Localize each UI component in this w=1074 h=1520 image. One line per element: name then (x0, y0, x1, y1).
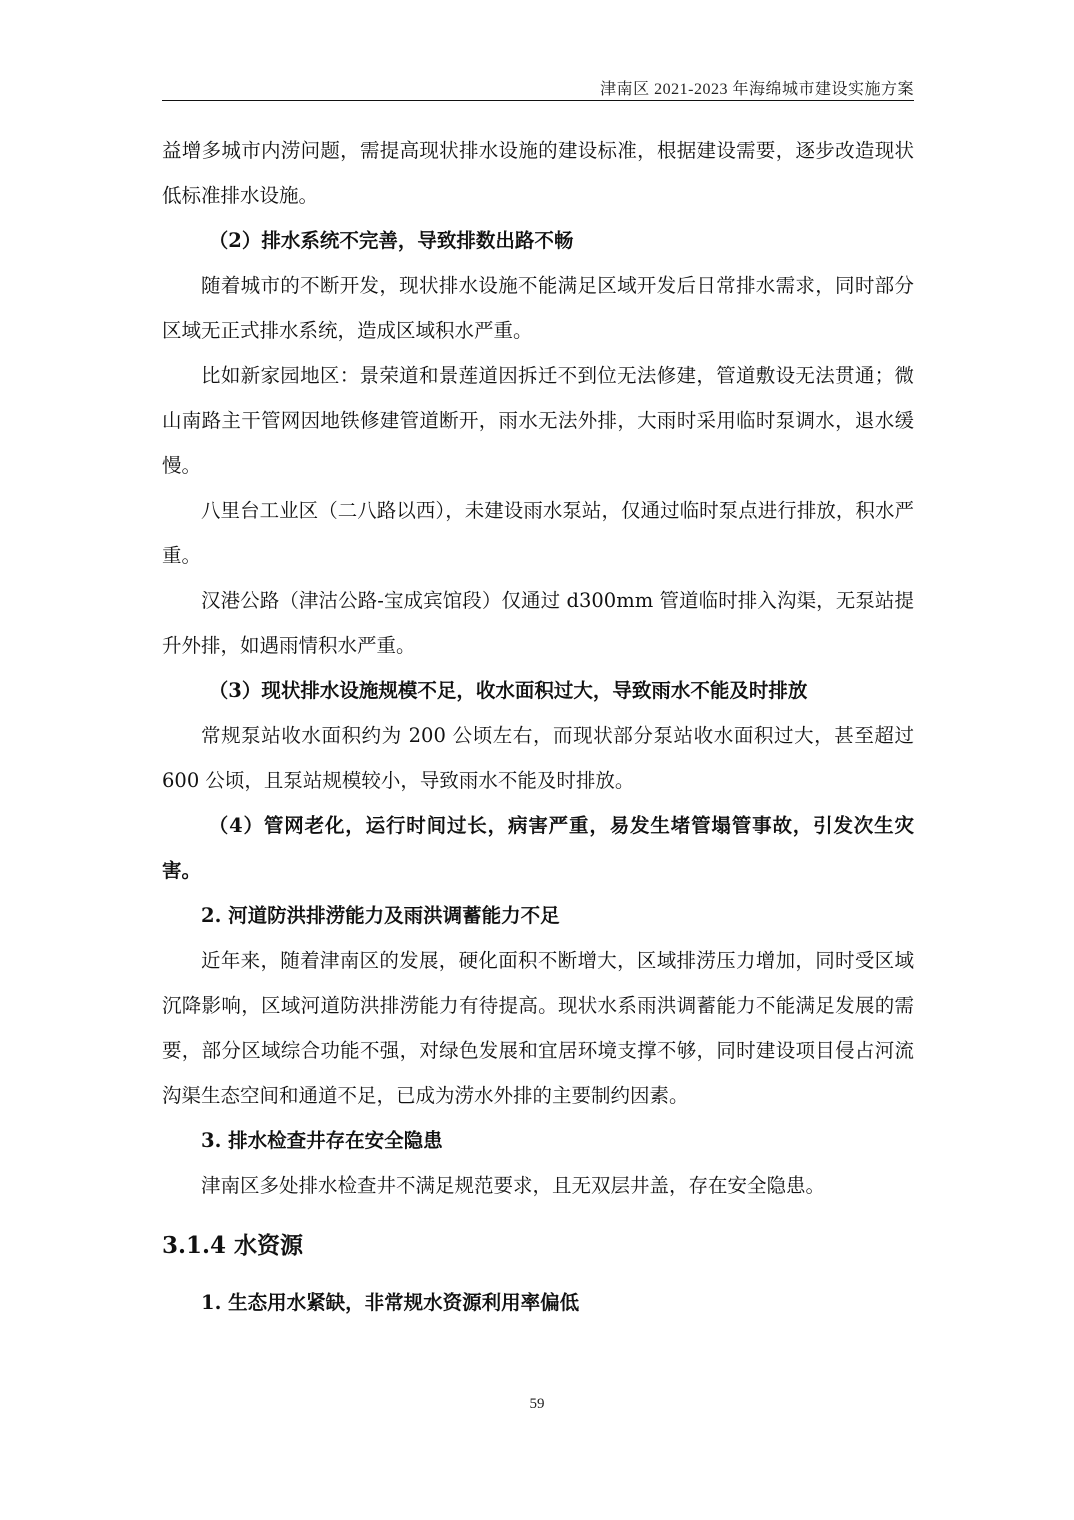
subheading-item-3: （3）现状排水设施规模不足，收水面积过大，导致雨水不能及时排放 (208, 679, 808, 702)
numbered-heading-3: 3. 排水检查井存在安全隐患 (201, 1129, 443, 1152)
section-heading: 3.1.4 水资源 (162, 1232, 304, 1259)
paragraph: 津南区多处排水检查井不满足规范要求，且无双层井盖，存在安全隐患。 (201, 1174, 826, 1197)
numbered-heading-1: 1. 生态用水紧缺，非常规水资源利用率偏低 (201, 1291, 580, 1314)
paragraph-continued: 益增多城市内涝问题，需提高现状排水设施的建设标准，根据建设需要，逐步改造现状低标准排水设施。 (162, 139, 914, 207)
paragraph: 随着城市的不断开发，现状排水设施不能满足区域开发后日常排水需求，同时部分区域无正式排水系统，造成区域积水严重。 (162, 274, 914, 342)
paragraph: 常规泵站收水面积约为 200 公顷左右，而现状部分泵站收水面积过大，甚至超过 600 公顷，且泵站规模较小，导致雨水不能及时排放。 (162, 724, 914, 792)
subheading-item-2: （2）排水系统不完善，导致排数出路不畅 (208, 229, 574, 252)
header-divider (162, 100, 914, 101)
paragraph: 八里台工业区（二八路以西），未建设雨水泵站，仅通过临时泵点进行排放，积水严重。 (162, 499, 914, 567)
spacer (162, 1272, 914, 1280)
paragraph: 近年来，随着津南区的发展，硬化面积不断增大，区域排涝压力增加，同时受区域沉降影响，区域河道防洪排涝能力有待提高。现状水系雨洪调蓄能力不能满足发展的需要，部分区域综合功能不强，对绿色发展和宜居环境支撑不够，同时建设项目侵占河流沟渠生态空间和通道不足，已成为涝水外排的主要制约因素。 (162, 949, 914, 1107)
numbered-heading-2: 2. 河道防洪排涝能力及雨洪调蓄能力不足 (201, 904, 560, 927)
paragraph: 比如新家园地区：景荣道和景莲道因拆迁不到位无法修建，管道敷设无法贯通；微山南路主干管网因地铁修建管道断开，雨水无法外排，大雨时采用临时泵调水，退水缓慢。 (162, 364, 914, 477)
running-header: 津南区 2021-2023 年海绵城市建设实施方案 (600, 81, 914, 98)
document-body (162, 128, 914, 1325)
subheading-item-4: （4）管网老化，运行时间过长，病害严重，易发生堵管塌管事故，引发次生灾害。 (162, 814, 914, 882)
page-number: 59 (529, 1396, 545, 1412)
paragraph: 汉港公路（津沽公路-宝成宾馆段）仅通过 d300mm 管道临时排入沟渠，无泵站提升外排，如遇雨情积水严重。 (162, 589, 914, 657)
